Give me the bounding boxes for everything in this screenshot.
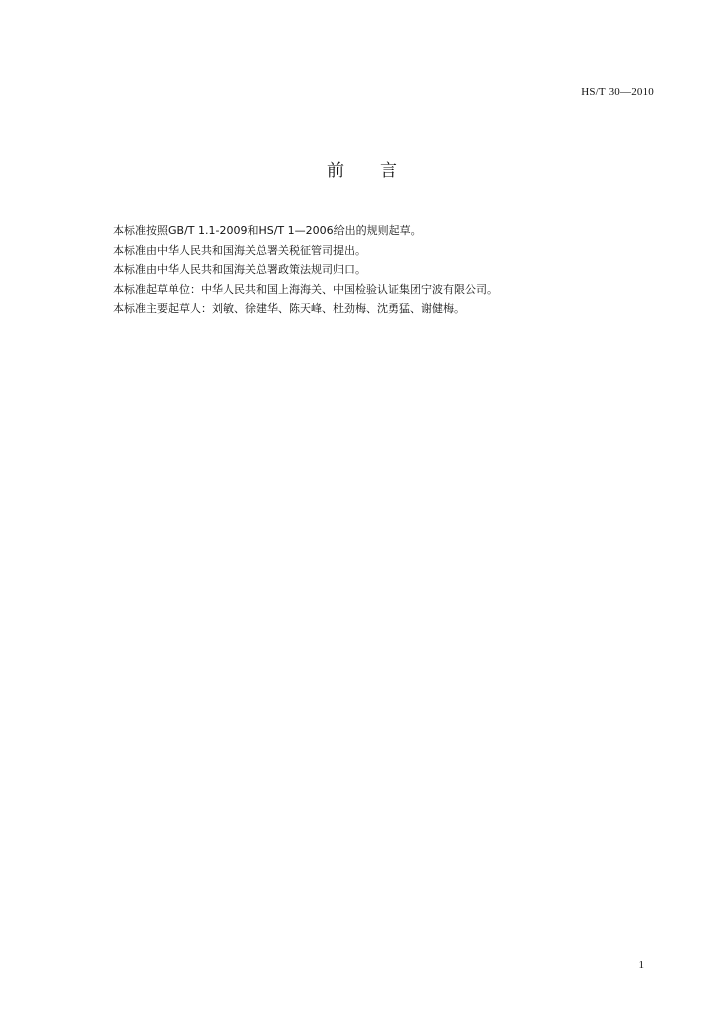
paragraph-drafting-units: 本标准起草单位：中华人民共和国上海海关、中国检验认证集团宁波有限公司。 — [113, 282, 498, 296]
title-char-2: 言 — [380, 161, 397, 181]
standard-code: HS/T 30—2010 — [581, 86, 654, 98]
paragraph-drafting-rules: 本标准按照GB/T 1.1-2009和HS/T 1—2006给出的规则起草。 — [113, 224, 422, 237]
foreword-body — [113, 221, 673, 319]
paragraph-centralized-by: 本标准由中华人民共和国海关总署政策法规司归口。 — [113, 263, 366, 276]
paragraph-proposed-by: 本标准由中华人民共和国海关总署关税征管司提出。 — [113, 243, 366, 257]
page-title — [0, 156, 724, 181]
paragraph-drafters: 本标准主要起草人：刘敏、徐建华、陈天峰、杜劲梅、沈勇猛、谢健梅。 — [113, 302, 465, 315]
title-char-1: 前 — [327, 161, 344, 181]
page-number: 1 — [638, 959, 644, 971]
